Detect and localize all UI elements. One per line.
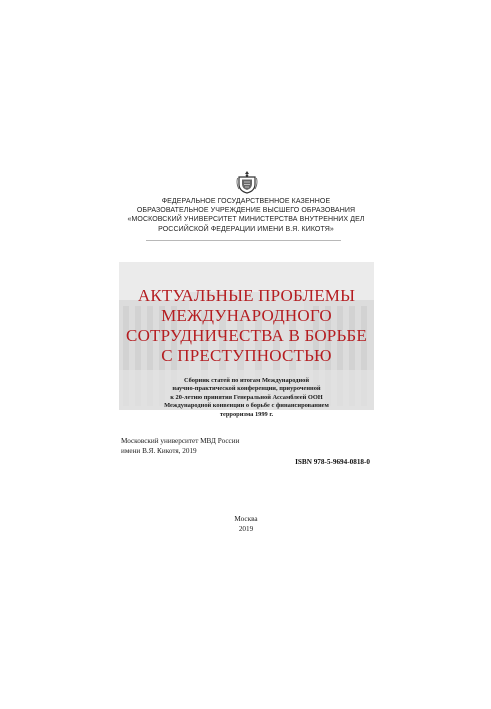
publication-year: 2019 <box>238 524 254 533</box>
publication-city: Москва <box>234 515 258 523</box>
publisher-info <box>121 437 239 456</box>
title-line: С ПРЕСТУПНОСТЬЮ <box>161 346 332 365</box>
header-divider <box>146 240 341 241</box>
subtitle-line: к 20-летию принятия Генеральной Ассамблеей ООН <box>170 393 323 401</box>
title-banner <box>119 262 374 418</box>
subtitle-line: Международной конвенции о борьбе с финансированием <box>164 402 329 410</box>
publisher-line: Московский университет МВД России <box>121 437 240 445</box>
publisher-line: имени В.Я. Кикотя, 2019 <box>121 446 197 455</box>
isbn-number: ISBN 978-5-9694-0818-0 <box>295 458 370 466</box>
organization-line: РОССИЙСКОЙ ФЕДЕРАЦИИ ИМЕНИ В.Я. КИКОТЯ» <box>158 225 334 233</box>
subtitle-line: научно-практической конференции, приуроченной <box>172 385 321 393</box>
organization-line: «МОСКОВСКИЙ УНИВЕРСИТЕТ МИНИСТЕРСТВА ВНУТРЕННИХ ДЕЛ <box>127 216 365 224</box>
book-subtitle <box>119 377 374 419</box>
title-line: СОТРУДНИЧЕСТВА В БОРЬБЕ <box>126 326 367 345</box>
title-line: МЕЖДУНАРОДНОГО <box>161 306 332 325</box>
organization-line: ОБРАЗОВАТЕЛЬНОЕ УЧРЕЖДЕНИЕ ВЫСШЕГО ОБРАЗОВАНИЯ <box>136 207 356 215</box>
organization-header <box>120 197 372 234</box>
organization-line: ФЕДЕРАЛЬНОЕ ГОСУДАРСТВЕННОЕ КАЗЕННОЕ <box>161 198 331 205</box>
book-title <box>119 286 374 366</box>
subtitle-line: терроризма 1999 г. <box>219 410 274 418</box>
title-line: АКТУАЛЬНЫЕ ПРОБЛЕМЫ <box>137 286 356 305</box>
subtitle-line: Сборник статей по итогам Международной <box>183 377 310 384</box>
publication-place <box>196 515 296 534</box>
university-emblem-icon <box>236 170 258 194</box>
